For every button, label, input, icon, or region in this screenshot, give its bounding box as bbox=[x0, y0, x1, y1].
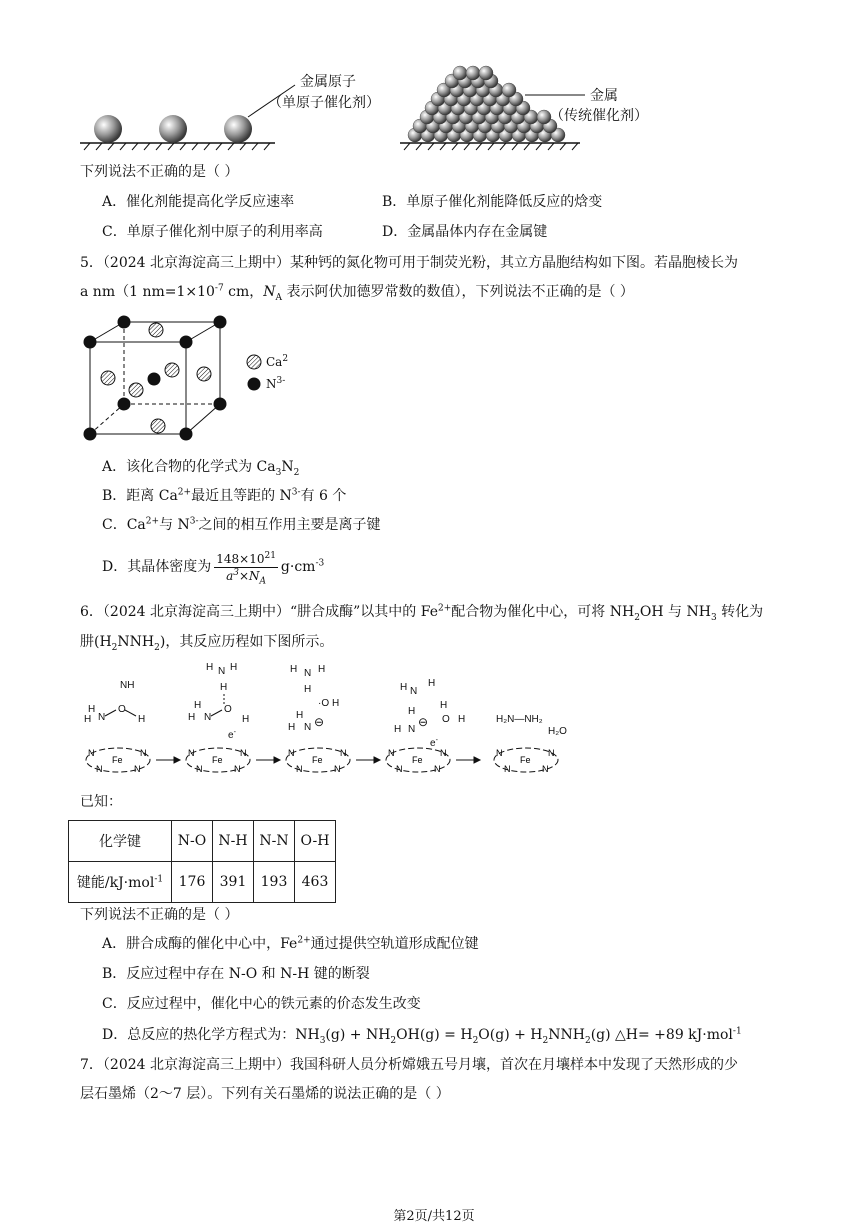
fe-center-label: Fe bbox=[112, 755, 123, 765]
ring-n-label: N bbox=[88, 748, 95, 758]
metal-sub: （传统催化剂） bbox=[550, 108, 648, 124]
legend-n-label: $N^{3-}$ bbox=[266, 376, 286, 391]
svg-text:e-: e- bbox=[430, 737, 438, 749]
step2-molecules bbox=[188, 662, 249, 741]
svg-text:H: H bbox=[84, 714, 92, 725]
table-header-cell: N-O bbox=[172, 821, 213, 862]
legend-ca-label: Ca$^2$ bbox=[266, 354, 289, 369]
table-cell: 463 bbox=[295, 862, 336, 903]
ring-n-label: N bbox=[340, 748, 347, 758]
fe-center-label: Fe bbox=[312, 755, 323, 765]
density-fraction: $\frac{148\times 10^{21}}{a^3\times N_A}$ bbox=[216, 550, 276, 586]
single-atom-ground bbox=[80, 143, 275, 150]
metal-atom bbox=[453, 66, 467, 80]
svg-text:H: H bbox=[206, 662, 214, 673]
q6-prompt: 下列说法不正确的是（ ） bbox=[80, 907, 239, 923]
q7-stem-line1: 7．（2024 北京海淀高三上期中）我国科研人员分析嫦娥五号月壤，首次在月壤样本中发现了天然形成的少 bbox=[80, 1057, 738, 1073]
step1-molecules bbox=[84, 680, 145, 725]
svg-text:H: H bbox=[318, 664, 326, 675]
step4-molecules bbox=[394, 678, 465, 749]
single-atom-2 bbox=[159, 115, 187, 143]
svg-text:H: H bbox=[440, 700, 448, 711]
ring-n-label: N bbox=[542, 764, 549, 774]
q4-option-a: A．催化剂能提高化学反应速率 bbox=[102, 194, 295, 210]
table-header-cell: O-H bbox=[295, 821, 336, 862]
ring-n-label: N bbox=[234, 764, 241, 774]
ring-n-label: N bbox=[140, 748, 147, 758]
single-atom-1 bbox=[94, 115, 122, 143]
single-atom-sub: （单原子催化剂） bbox=[268, 95, 380, 111]
svg-text:N: N bbox=[218, 666, 226, 677]
metal-atom bbox=[479, 66, 493, 80]
svg-text:⊖: ⊖ bbox=[418, 715, 429, 729]
svg-text:H: H bbox=[458, 714, 466, 725]
ring-n-label: N bbox=[334, 764, 341, 774]
svg-text:H: H bbox=[288, 722, 296, 733]
svg-text:NH: NH bbox=[120, 680, 135, 691]
svg-text:H: H bbox=[242, 714, 250, 725]
svg-text:O: O bbox=[224, 704, 232, 715]
metal-atom bbox=[502, 83, 516, 97]
metal-atom bbox=[466, 66, 480, 80]
table-cell: 193 bbox=[254, 862, 295, 903]
fe-center-label: Fe bbox=[212, 755, 223, 765]
ring-n-label: N bbox=[188, 748, 195, 758]
table-cell: 176 bbox=[172, 862, 213, 903]
table-row bbox=[69, 862, 336, 903]
table-cell: 391 bbox=[213, 862, 254, 903]
svg-text:O: O bbox=[442, 714, 450, 725]
q4-option-c: C．单原子催化剂中原子的利用率高 bbox=[102, 224, 323, 240]
q6-stem-line1: 6．（2024 北京海淀高三上期中）“肼合成酶”以其中的 $Fe^{2+}$配合物为催化中心，可将 $NH_2OH$ 与 $NH_3$ 转化为 bbox=[80, 603, 764, 623]
svg-text:H: H bbox=[408, 706, 416, 717]
svg-text:H: H bbox=[428, 678, 436, 689]
bond-energy-table bbox=[68, 820, 336, 903]
metal-atom bbox=[537, 110, 551, 124]
single-atom-label: 金属原子 bbox=[300, 74, 356, 90]
table-header-cell: N-N bbox=[254, 821, 295, 862]
q5-option-d: D．其晶体密度为 $\frac{148\times 10^{21}}{a^3\times N_A}$ $g\cdot cm^{-3}$ bbox=[102, 550, 325, 586]
legend-n-icon bbox=[248, 378, 261, 391]
svg-text:·O: ·O bbox=[318, 698, 330, 709]
svg-text:N: N bbox=[304, 668, 312, 679]
step3-molecules bbox=[288, 664, 339, 733]
q5-stem-line1: 5．（2024 北京海淀高三上期中）某种钙的氮化物可用于制荧光粉，其立方晶胞结构如下图。若晶胞棱长为 bbox=[80, 255, 738, 271]
q6-option-a: A．肼合成酶的催化中心中，$Fe^{2+}$通过提供空轨道形成配位键 bbox=[102, 935, 479, 952]
ring-n-label: N bbox=[388, 748, 395, 758]
svg-text:H₂N—NH₂: H₂N—NH₂ bbox=[496, 714, 543, 725]
q7-stem-line2: 层石墨烯（2～7 层）。下列有关石墨烯的说法正确的是（ ） bbox=[80, 1086, 450, 1102]
svg-text:H: H bbox=[188, 712, 196, 723]
metal-ground bbox=[400, 143, 580, 150]
svg-text:N: N bbox=[410, 686, 418, 697]
svg-text:H: H bbox=[394, 724, 402, 735]
ring-n-label: N bbox=[196, 764, 203, 774]
ring-n-label: N bbox=[288, 748, 295, 758]
svg-text:H: H bbox=[400, 682, 408, 693]
q4-prompt: 下列说法不正确的是（ ） bbox=[80, 164, 239, 180]
fe-center-label: Fe bbox=[520, 755, 531, 765]
svg-text:N: N bbox=[408, 724, 416, 735]
q5-option-c: C．$Ca^{2+}$与 $N^{3-}$之间的相互作用主要是离子键 bbox=[102, 516, 381, 533]
ring-n-label: N bbox=[496, 748, 503, 758]
legend-ca-icon bbox=[247, 355, 261, 369]
ring-n-label: N bbox=[504, 764, 511, 774]
svg-text:H: H bbox=[220, 682, 228, 693]
svg-text:H: H bbox=[138, 714, 146, 725]
reaction-scheme bbox=[78, 660, 598, 785]
svg-text:H₂O: H₂O bbox=[548, 726, 567, 737]
metal-label: 金属 bbox=[590, 88, 618, 104]
metal-cluster bbox=[408, 66, 565, 142]
ring-n-label: N bbox=[548, 748, 555, 758]
svg-text:H: H bbox=[194, 700, 202, 711]
svg-text:O: O bbox=[118, 704, 126, 715]
q6-known: 已知： bbox=[80, 794, 122, 810]
ring-n-label: N bbox=[134, 764, 141, 774]
svg-text:e-: e- bbox=[228, 729, 236, 741]
table-header-cell: 化学键 bbox=[69, 821, 172, 862]
svg-text:H: H bbox=[230, 662, 238, 673]
table-header-row bbox=[69, 821, 336, 862]
step5-products bbox=[496, 714, 567, 737]
table-row-label: 键能/kJ·mol$^{-1}$ bbox=[69, 862, 172, 903]
q6-stem-line2: 肼$(H_2NNH_2)$，其反应历程如下图所示。 bbox=[80, 634, 334, 653]
ring-n-label: N bbox=[396, 764, 403, 774]
table-header-cell: N-H bbox=[213, 821, 254, 862]
q6-option-b: B．反应过程中存在 N-O 和 N-H 键的断裂 bbox=[102, 966, 370, 982]
svg-text:N: N bbox=[98, 712, 106, 723]
single-atom-3 bbox=[224, 115, 252, 143]
ring-n-label: N bbox=[240, 748, 247, 758]
q5-option-a: A．该化合物的化学式为 $Ca_3N_2$ bbox=[102, 459, 300, 478]
fe-center-label: Fe bbox=[412, 755, 423, 765]
svg-text:H: H bbox=[88, 704, 96, 715]
q4-option-d: D．金属晶体内存在金属键 bbox=[382, 224, 548, 240]
ring-n-label: N bbox=[96, 764, 103, 774]
q4-option-b: B．单原子催化剂能降低反应的焓变 bbox=[382, 194, 603, 210]
ring-n-label: N bbox=[434, 764, 441, 774]
q5-option-b: B．距离 $Ca^{2+}$最近且等距的 $N^{3-}$有 6 个 bbox=[102, 487, 347, 504]
svg-text:H: H bbox=[296, 710, 304, 721]
ring-n-label: N bbox=[440, 748, 447, 758]
svg-text:N: N bbox=[304, 722, 312, 733]
svg-text:N: N bbox=[204, 712, 212, 723]
svg-text:H: H bbox=[304, 684, 312, 695]
q6-option-c: C．反应过程中，催化中心的铁元素的价态发生改变 bbox=[102, 996, 421, 1012]
q5-stem-line2: a nm（1 $nm=1\times 10^{-7}$ cm，$N_A$ 表示阿伏加德罗常数的数值），下列说法不正确的是（ ） bbox=[80, 283, 634, 303]
svg-text:⊖: ⊖ bbox=[314, 715, 325, 729]
ring-n-label: N bbox=[296, 764, 303, 774]
svg-text:H: H bbox=[332, 698, 340, 709]
page-footer: 第2页/共12页 bbox=[393, 1209, 475, 1224]
svg-text:H: H bbox=[290, 664, 298, 675]
q6-option-d: D．总反应的热化学方程式为：$NH_3(g) + NH_2OH(g) = H_2O(g) + H_2NNH_2(g)$ △H= +89 kJ·mol$^{-1}$ bbox=[102, 1026, 742, 1046]
